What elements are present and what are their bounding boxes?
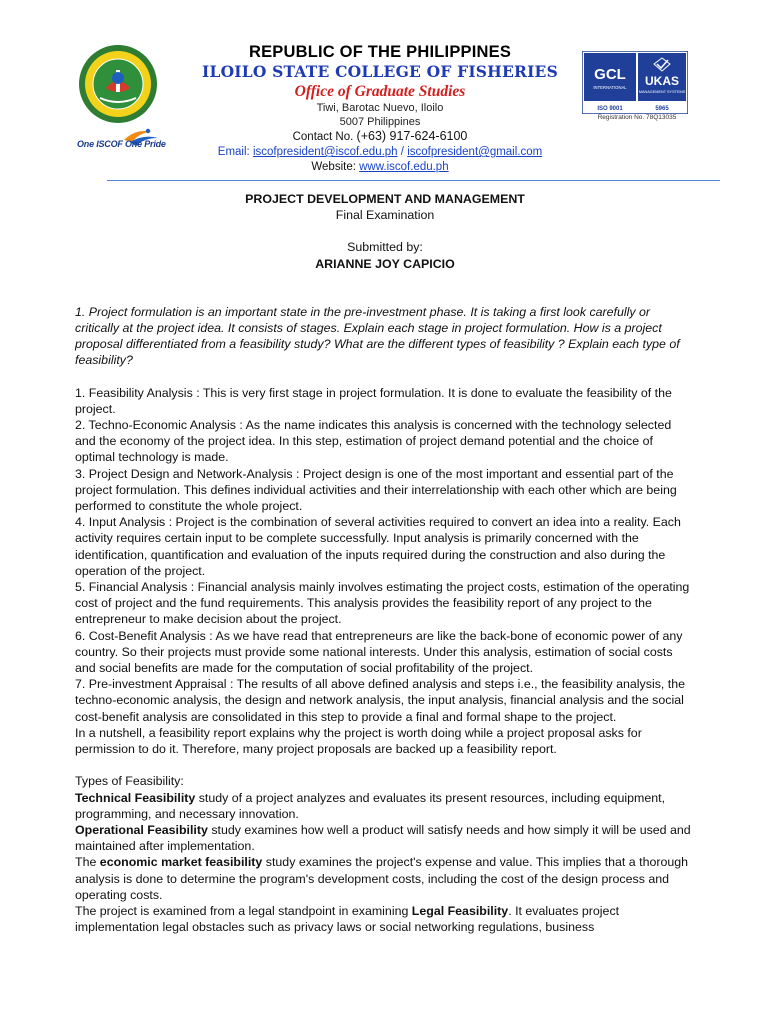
stage-item: 6. Cost-Benefit Analysis : As we have read that entrepreneurs are like the back-bone of economic power of any country. So their projects must provide some national interests. Under this analysis, estimation of social costs and social benefits are made for the computation of social profitability of the project. — [75, 628, 683, 676]
economic-feasibility — [75, 854, 695, 903]
economic-text: study examines the project's expense and value. This implies that a thorough analysis is done to determine the program's development costs, including the cost of the design process and operating costs. — [75, 855, 689, 902]
website-line — [160, 160, 600, 175]
operational-term: Operational Feasibility — [75, 822, 208, 837]
technical-term: Technical Feasibility — [75, 790, 196, 805]
stage-item: 3. Project Design and Network-Analysis : Project design is one of the most important and essential part of the project formulation. This defines individual activities and their interrelationship with each other which are being performed to constitute the whole project. — [75, 466, 677, 514]
course-title: PROJECT DEVELOPMENT AND MANAGEMENT — [245, 192, 525, 206]
website-link[interactable]: www.iscof.edu.ph — [359, 161, 449, 173]
technical-feasibility — [75, 790, 695, 822]
svg-text:GCL: GCL — [594, 66, 626, 83]
legal-feasibility — [75, 903, 695, 935]
email-line — [160, 145, 600, 160]
operational-text: study examines how well a product will satisfy needs and how simply it will be used and maintained after implementation. — [75, 822, 691, 854]
student-name: ARIANNE JOY CAPICIO — [315, 256, 455, 271]
stage-item: 4. Input Analysis : Project is the combination of several activities required to convert an idea into a reality. Each activity requires certain input to be complete successfully. Input analysis is primarily concerned with the identification, quantification and evaluation of the inputs required during the construction and also during the operation of the project. — [75, 515, 681, 578]
one-iscof-tagline: One ISCOF One Pride — [77, 139, 166, 149]
header-divider — [107, 180, 720, 181]
types-heading: Types of Feasibility: — [75, 774, 184, 789]
legal-term: Legal Feasibility — [411, 903, 509, 918]
stage-item: 1. Feasibility Analysis : This is very first stage in project formulation. It is done to evaluate the feasibility of the project. — [75, 385, 672, 416]
exam-question: 1. Project formulation is an important state in the pre-investment phase. It is taking a first look carefully or critically at the project idea. It consists of stages. Explain each stage in project formulation. How is a project proposal differentiated from a feasibility study? What are the different types of feasibility ? Explain each type of feasibility? — [75, 304, 680, 368]
email-label: Email: — [217, 146, 250, 158]
address-line-2: 5007 Philippines — [339, 116, 421, 128]
exam-document — [75, 191, 695, 935]
svg-text:UKAS: UKAS — [644, 74, 680, 88]
legal-text: . It evaluates project implementation legal obstacles such as privacy laws or social networking regulations, business — [75, 903, 620, 935]
website-label: Website: — [311, 161, 356, 173]
email-separator: / — [397, 146, 408, 158]
stage-item: 2. Techno-Economic Analysis : As the name indicates this analysis is concerned with the technology selected and the economy of the project idea. In this step, estimation of project demand potential and the choice of optimal technology is made. — [75, 418, 672, 465]
address-line-1: Tiwi, Barotac Nuevo, Iloilo — [316, 102, 444, 114]
operational-feasibility — [75, 822, 695, 854]
registration-number: Registration No. 78Q13035 — [597, 114, 677, 121]
office-name: Office of Graduate Studies — [294, 83, 466, 100]
technical-text: study of a project analyzes and evaluates its present resources, including equipment, programming, and necessary innovation. — [75, 790, 666, 821]
svg-text:5965: 5965 — [655, 106, 669, 112]
svg-text:MANAGEMENT SYSTEMS: MANAGEMENT SYSTEMS — [638, 90, 686, 94]
legal-pre: The project is examined from a legal standpoint in examining — [75, 903, 412, 918]
submitted-by-label: Submitted by: — [347, 240, 423, 255]
contact-number: (+63) 917-624-6100 — [356, 129, 468, 143]
svg-text:INTERNATIONAL: INTERNATIONAL — [593, 85, 627, 90]
economic-term: economic market feasibility — [99, 855, 263, 870]
stage-item: 7. Pre-investment Appraisal : The results of all above defined analysis and steps i.e., the feasibility analysis, the techno-economic analysis, the design and network analysis, the input analysis, financial analysis and the social cost-benefit analysis are consolidated in this step to provide a final and formal shape to the project. — [75, 677, 685, 724]
economic-pre: The — [75, 855, 100, 870]
republic-heading: REPUBLIC OF THE PHILIPPINES — [248, 43, 512, 61]
college-seal-logo — [78, 44, 158, 124]
contact-label: Contact No. — [292, 131, 354, 143]
email-link-1[interactable]: iscofpresident@iscof.edu.ph — [252, 146, 398, 158]
nutshell-paragraph: In a nutshell, a feasibility report explains why the project is worth doing while a project proposal asks for permission to do it. Therefore, many project proposals are backed up a feasibility report. — [75, 725, 642, 757]
email-link-2[interactable]: iscofpresident@gmail.com — [407, 146, 543, 158]
letterhead — [160, 42, 600, 175]
college-name: ILOILO STATE COLLEGE OF FISHERIES — [202, 62, 558, 81]
stage-item: 5. Financial Analysis : Financial analysis mainly involves estimating the project costs, estimation of the operating cost of project and the fund requirements. This analysis provides the feasibility report of any project to the entrepreneur to make decision about the project. — [75, 580, 690, 627]
contact-line — [160, 129, 600, 145]
exam-title: Final Examination — [335, 208, 435, 223]
svg-text:ISO 9001: ISO 9001 — [597, 106, 623, 112]
